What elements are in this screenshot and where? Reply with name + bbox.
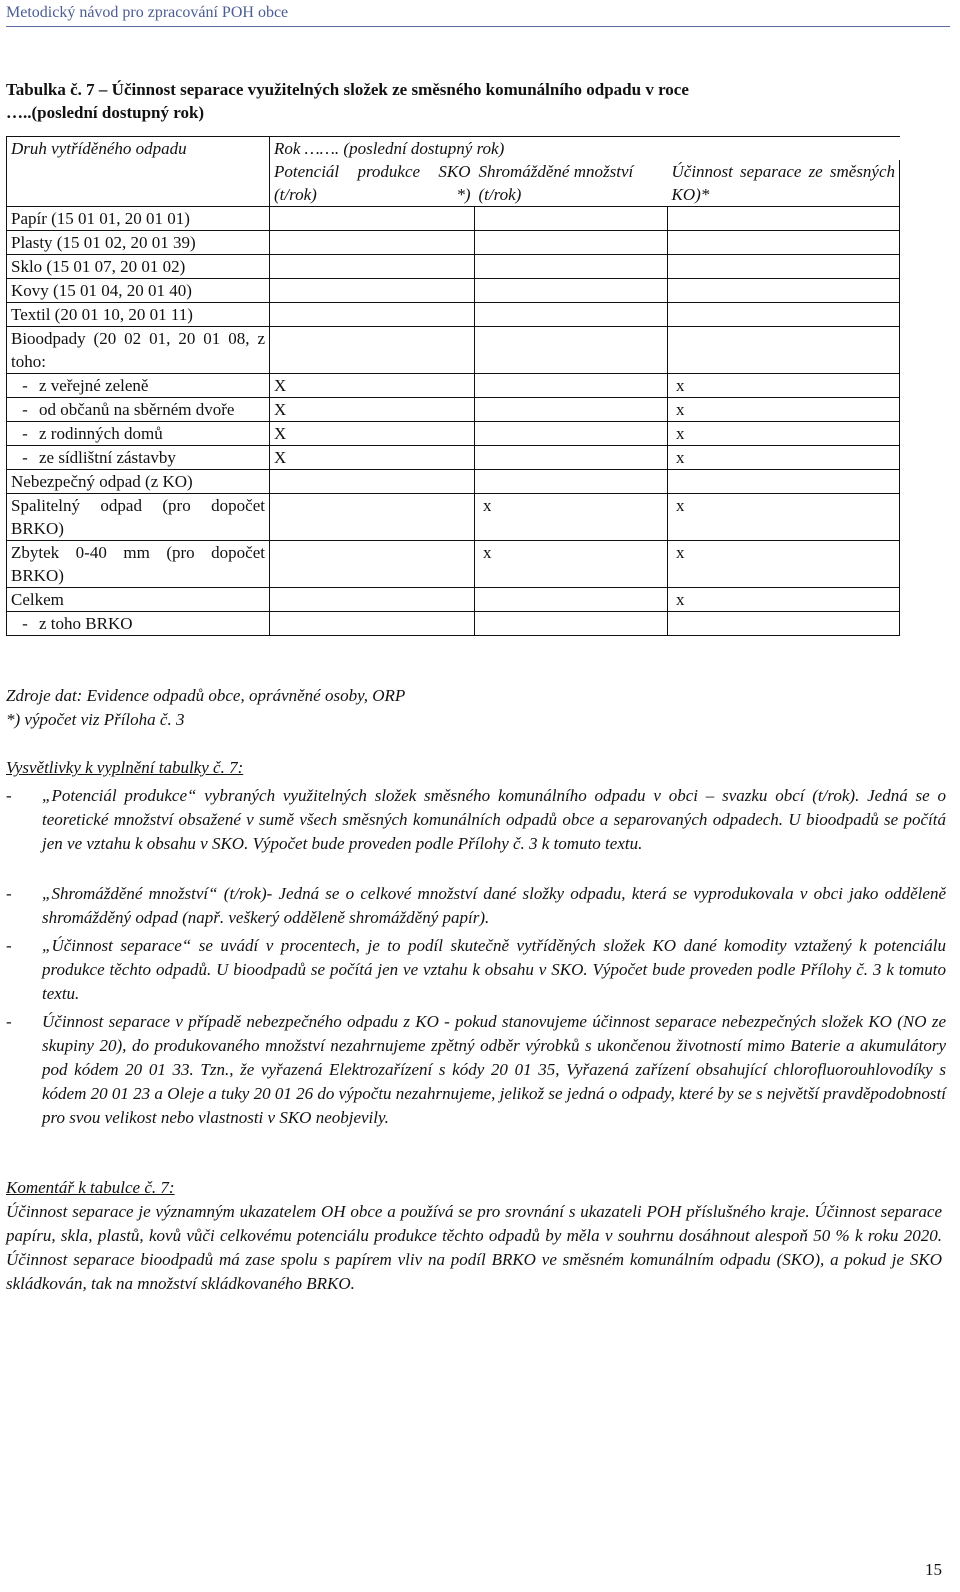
row-efficiency: [668, 327, 900, 374]
table-row: [7, 231, 900, 255]
row-label: Nebezpečný odpad (z KO): [7, 470, 270, 494]
explanation-efficiency: „Účinnost separace“ se uvádí v procentech, je to podíl skutečně vytříděných složek KO dané komodity vztažený k potenciálu produkce těchto odpadů. U bioodpadů se počítá jen ve vztahu k obsahu v SKO. Výpočet bude proveden podle Přílohy č. 3 k tomuto textu.: [42, 936, 946, 1003]
row-collected: [475, 398, 668, 422]
bullet-dash: -: [6, 884, 12, 903]
row-efficiency: x: [668, 588, 900, 612]
row-dash: -: [22, 448, 28, 467]
table-row: [7, 541, 900, 588]
table-row: [7, 303, 900, 327]
row-label: Celkem: [7, 588, 270, 612]
row-efficiency: x: [668, 422, 900, 446]
row-label: [7, 398, 270, 422]
separation-efficiency-table: [6, 136, 900, 636]
row-collected: [475, 470, 668, 494]
row-label-text: z toho BRKO: [39, 614, 133, 633]
row-potential: X: [270, 398, 475, 422]
explanation-hazardous: Účinnost separace v případě nebezpečného odpadu z KO - pokud stanovujeme účinnost separace nebezpečných složek KO (NO ze skupiny 20), do produkovaného množství nezahrnujeme zpětný odběr výrobků s ukončenou životností mimo Baterie a akumulátory pod kódem 20 01 33. Tzn., že vyřazená Elektrozařízení s kódy 20 01 35, Vyřazená zařízení obsahující chlorofluorouhlovodíky s kódem 20 01 23 a Oleje a tuky 20 01 26 do výpočtu nezahrnujeme, jelikož se jedná o odpady, které by se s největší pravděpodobností pro svou velikost nebo vlastnosti v SKO neobjevily.: [42, 1012, 946, 1127]
calc-note: *) výpočet viz Příloha č. 3: [6, 710, 185, 729]
row-potential: [270, 207, 475, 231]
row-label: Spalitelný odpad (pro dopočet BRKO): [7, 494, 270, 541]
row-label: [7, 374, 270, 398]
table-body: [7, 207, 900, 636]
row-label: [7, 422, 270, 446]
row-label: Sklo (15 01 07, 20 01 02): [7, 255, 270, 279]
row-collected: [475, 446, 668, 470]
table-row: [7, 255, 900, 279]
row-label: Papír (15 01 01, 20 01 01): [7, 207, 270, 231]
table-header-row-1: [7, 137, 900, 161]
row-collected: x: [475, 494, 668, 541]
row-efficiency: [668, 303, 900, 327]
row-collected: [475, 422, 668, 446]
row-efficiency: [668, 470, 900, 494]
row-label: Textil (20 01 10, 20 01 11): [7, 303, 270, 327]
row-label-text: od občanů na sběrném dvoře: [39, 400, 235, 419]
header-year: Rok ……. (poslední dostupný rok): [270, 137, 900, 161]
row-potential: [270, 327, 475, 374]
row-collected: [475, 303, 668, 327]
table-row: [7, 494, 900, 541]
row-label-text: z veřejné zeleně: [39, 376, 149, 395]
caption-line-1: Tabulka č. 7 – Účinnost separace využitelných složek ze směsného komunálního odpadu v roce: [6, 80, 689, 99]
header-efficiency: Účinnost separace ze směsných KO)*: [668, 160, 900, 207]
row-efficiency: x: [668, 446, 900, 470]
table-row: [7, 327, 900, 374]
row-dash: -: [22, 376, 28, 395]
row-potential: [270, 279, 475, 303]
row-label: [7, 446, 270, 470]
row-dash: -: [22, 614, 28, 633]
row-label: Zbytek 0-40 mm (pro dopočet BRKO): [7, 541, 270, 588]
row-potential: [270, 612, 475, 636]
row-potential: X: [270, 422, 475, 446]
explanation-item: [6, 784, 946, 856]
row-efficiency: [668, 279, 900, 303]
bullet-dash: -: [6, 1012, 12, 1031]
row-label: Bioodpady (20 02 01, 20 01 08, z toho:: [7, 327, 270, 374]
bullet-dash: -: [6, 936, 12, 955]
row-dash: -: [22, 400, 28, 419]
row-label-text: z rodinných domů: [39, 424, 163, 443]
table-row: [7, 446, 900, 470]
header-collected: Shromážděné množství (t/rok): [475, 160, 668, 207]
row-potential: [270, 303, 475, 327]
row-label-text: ze sídlištní zástavby: [39, 448, 176, 467]
bullet-dash: -: [6, 786, 12, 805]
table-row: [7, 374, 900, 398]
row-potential: X: [270, 374, 475, 398]
row-efficiency: x: [668, 398, 900, 422]
row-efficiency: x: [668, 494, 900, 541]
row-dash: -: [22, 424, 28, 443]
explanation-item: [6, 934, 946, 1006]
comment-title: Komentář k tabulce č. 7:: [6, 1178, 175, 1197]
table-row: [7, 470, 900, 494]
row-efficiency: [668, 255, 900, 279]
explanation-collected: „Shromážděné množství“ (t/rok)- Jedná se o celkové množství dané složky odpadu, která se vyprodukovala v obci jako odděleně shromážděný odpad (např. veškerý odděleně shromážděný papír).: [42, 884, 946, 927]
row-collected: [475, 255, 668, 279]
explanations-title: Vysvětlivky k vyplnění tabulky č. 7:: [6, 758, 244, 777]
row-potential: [270, 231, 475, 255]
caption-line-2: …..(poslední dostupný rok): [6, 103, 205, 122]
row-efficiency: [668, 612, 900, 636]
row-collected: [475, 327, 668, 374]
explanation-item: [6, 1010, 946, 1130]
row-efficiency: [668, 207, 900, 231]
row-collected: [475, 207, 668, 231]
row-potential: [270, 588, 475, 612]
row-potential: [270, 470, 475, 494]
row-collected: [475, 279, 668, 303]
row-efficiency: x: [668, 374, 900, 398]
explanation-item: [6, 882, 946, 930]
row-efficiency: x: [668, 541, 900, 588]
table-row: [7, 398, 900, 422]
row-label: Kovy (15 01 04, 20 01 40): [7, 279, 270, 303]
table-row: [7, 279, 900, 303]
source-note: Zdroje dat: Evidence odpadů obce, oprávněné osoby, ORP: [6, 686, 406, 705]
header-title: Metodický návod pro zpracování POH obce: [6, 4, 289, 21]
row-collected: x: [475, 541, 668, 588]
row-collected: [475, 374, 668, 398]
row-efficiency: [668, 231, 900, 255]
row-potential: [270, 541, 475, 588]
header-waste-type: Druh vytříděného odpadu: [7, 137, 270, 207]
header-potential: Potenciál produkce SKO (t/rok) *): [270, 160, 475, 207]
table-row: [7, 588, 900, 612]
comment-text: Účinnost separace je významným ukazatelem OH obce a používá se pro srovnání s ukazateli POH příslušného kraje. Účinnost separace papíru, skla, plastů, kovů vůči celkovému potenciálu produkce těchto odpadů by měla v souhrnu dosáhnout alespoň 50 % k roku 2020. Účinnost separace bioodpadů má zase spolu s papírem vliv na podíl BRKO ve směsném komunálním odpadu (SKO), a pokud je SKO skládkován, tak na množství skládkovaného BRKO.: [6, 1202, 942, 1293]
row-potential: [270, 255, 475, 279]
row-label: Plasty (15 01 02, 20 01 39): [7, 231, 270, 255]
page-number: 15: [925, 1560, 942, 1579]
row-collected: [475, 231, 668, 255]
row-potential: X: [270, 446, 475, 470]
explanation-potential: „Potenciál produkce“ vybraných využitelných složek směsného komunálního odpadu v obci – svazku obcí (t/rok). Jedná se o teoretické množství obsažené v sumě všech směsných komunálních odpadů obce a separovaných odpadech. U bioodpadů se počítá jen ve vztahu k obsahu v SKO. Výpočet bude proveden podle Přílohy č. 3 k tomuto textu.: [42, 786, 946, 853]
running-header: [6, 4, 950, 27]
row-potential: [270, 494, 475, 541]
row-collected: [475, 588, 668, 612]
row-collected: [475, 612, 668, 636]
table-caption: [6, 78, 946, 124]
row-label: [7, 612, 270, 636]
table-row: [7, 612, 900, 636]
table-row: [7, 422, 900, 446]
table-row: [7, 207, 900, 231]
